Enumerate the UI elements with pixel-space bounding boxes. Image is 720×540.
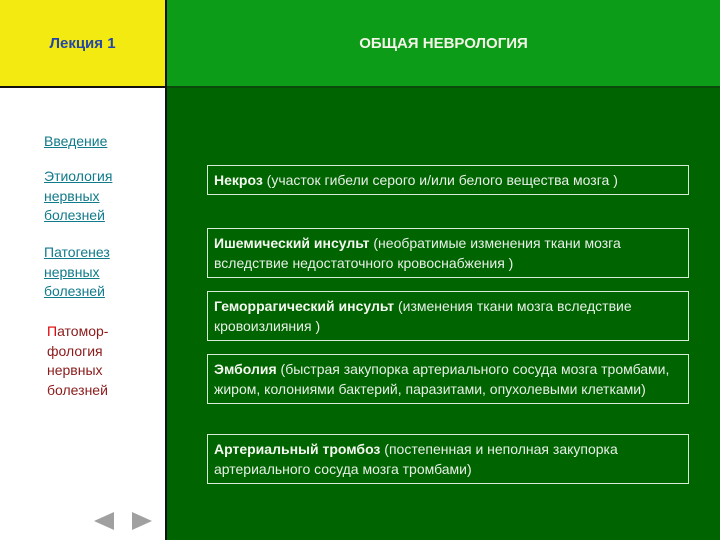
sidebar-item-pathogenesis[interactable] [44, 243, 110, 302]
slide-navigation [94, 512, 152, 530]
sidebar-item-line: атомор- [57, 323, 109, 339]
card-term: Некроз [214, 172, 263, 188]
first-letter: П [47, 323, 58, 339]
card-term: Эмболия [214, 361, 277, 377]
definition-card-arterial-thrombosis [207, 434, 689, 484]
card-term: Геморрагический инсульт [214, 298, 395, 314]
card-term: Ишемический инсульт [214, 235, 370, 251]
definition-card-hemorrhagic-stroke [207, 291, 689, 341]
triangle-right-icon[interactable] [132, 512, 152, 530]
lecture-label: Лекция 1 [49, 34, 116, 52]
sidebar-item-etiology[interactable] [44, 167, 112, 226]
sidebar-item-pathomorphology-current [47, 322, 108, 400]
card-term: Артериальный тромбоз [214, 441, 381, 457]
sidebar-item-line: нервных [47, 362, 103, 378]
sidebar [0, 88, 167, 540]
sidebar-item-line: Патогенез [44, 244, 110, 260]
content-area [167, 90, 720, 540]
sidebar-item-line: болезней [44, 207, 105, 223]
sidebar-item-line: Этиология [44, 168, 113, 184]
card-definition: (быстрая закупорка артериального сосуда мозга тромбами, жиром, колониями бактерий, паразитами, опухолевыми клетками) [214, 361, 670, 397]
definition-card-embolism [207, 354, 689, 404]
triangle-left-icon[interactable] [94, 512, 114, 530]
page-title: ОБЩАЯ НЕВРОЛОГИЯ [359, 34, 528, 52]
sidebar-item-line: нервных [44, 263, 100, 280]
sidebar-item-line: нервных [44, 187, 100, 204]
sidebar-item-line: фология [47, 342, 103, 359]
card-definition: (участок гибели серого и/или белого вещества мозга ) [262, 172, 618, 188]
title-bar [167, 0, 720, 88]
sidebar-item-line: болезней [44, 283, 105, 299]
lecture-label-box [0, 0, 167, 88]
definition-card-necrosis [207, 165, 689, 195]
card-definition: (изменения ткани мозга вследствие кровоизлияния ) [214, 298, 632, 334]
card-definition: (постепенная и неполная закупорка артериального сосуда мозга тромбами) [214, 441, 618, 477]
definition-card-ischemic-stroke [207, 228, 689, 278]
sidebar-item-introduction[interactable]: Введение [44, 133, 108, 149]
card-definition: (необратимые изменения ткани мозга вследствие недостаточного кровоснабжения ) [214, 235, 621, 271]
sidebar-item-line: болезней [47, 381, 108, 398]
